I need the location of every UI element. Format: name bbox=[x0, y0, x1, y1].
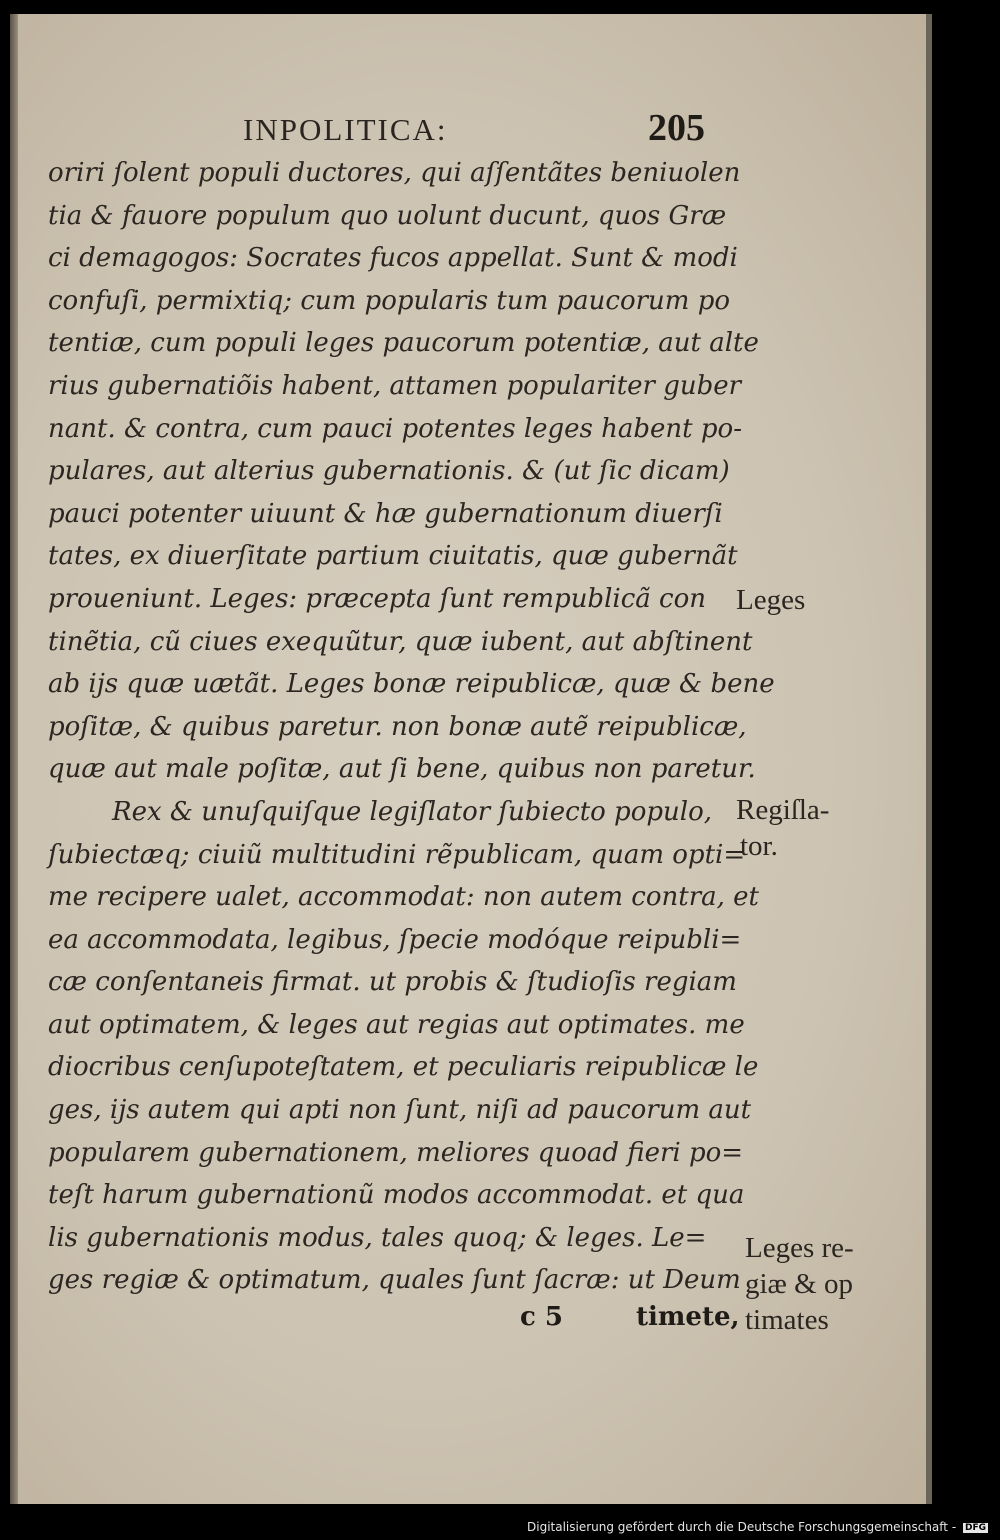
dfg-logo: DFG bbox=[964, 1523, 986, 1533]
margin-note-regislator-cont: tor. bbox=[740, 830, 778, 862]
body-text bbox=[48, 152, 775, 1302]
text-line: lis gubernationis modus, tales quoq; & leges. Le= bbox=[48, 1222, 707, 1253]
text-line: diocribus cenſupoteſtatem, et peculiaris reipublicæ le bbox=[48, 1052, 759, 1083]
text-line: ab ijs quæ uætãt. Leges bonæ reipublicæ, quæ & bene bbox=[48, 669, 775, 700]
text-line: aut optimatem, & leges aut regias aut optimates. me bbox=[48, 1009, 745, 1040]
text-line: Rex & unuſquiſque legiſlator ſubiecto populo, bbox=[112, 796, 712, 827]
text-line: ſubiectæq; ciuiũ multitudini rẽpublicam, quam opti= bbox=[48, 839, 746, 870]
text-line: pauci potenter uiuunt & hæ gubernationum diuerſi bbox=[48, 498, 723, 529]
text-line: ci demagogos: Socrates fucos appellat. Sunt & modi bbox=[48, 243, 738, 274]
text-line: poſitæ, & quibus paretur. non bonæ autẽ reipublicæ, bbox=[48, 711, 747, 742]
text-line: tates, ex diuerſitate partium ciuitatis, quæ gubernãt bbox=[48, 541, 738, 572]
text-line: cæ conſentaneis firmat. ut probis & ſtudioſis regiam bbox=[48, 967, 737, 998]
text-line: tia & fauore populum quo uolunt ducunt, quos Græ bbox=[48, 200, 727, 231]
catchword: timete, bbox=[636, 1302, 740, 1332]
running-head: INPOLITICA: bbox=[243, 112, 448, 147]
text-line: ges, ijs autem qui apti non ſunt, niſi ad paucorum aut bbox=[48, 1095, 752, 1126]
text-line: quæ aut male poſitæ, aut ſi bene, quibus non paretur. bbox=[48, 754, 756, 785]
text-line: me recipere ualet, accommodat: non autem contra, et bbox=[48, 882, 760, 913]
signature-mark: c 5 bbox=[520, 1302, 563, 1332]
text-line: ea accommodata, legibus, ſpecie modóque reipubli= bbox=[48, 924, 742, 955]
margin-note-regislator: Regiſla- bbox=[736, 794, 830, 826]
margin-note-leges-regiae: Leges re- bbox=[745, 1232, 854, 1264]
text-line: tinẽtia, cũ ciues exequũtur, quæ iubent, aut abſtinent bbox=[48, 626, 753, 657]
page-number: 205 bbox=[648, 107, 705, 149]
text-line: popularem gubernationem, meliores quoad fieri po= bbox=[48, 1137, 744, 1168]
margin-note-leges: Leges bbox=[736, 584, 806, 616]
text-line: pulares, aut alterius gubernationis. & (ut ſic dicam) bbox=[48, 456, 730, 487]
text-line: nant. & contra, cum pauci potentes leges habent po- bbox=[48, 413, 742, 444]
text-line: rius gubernatiõis habent, attamen populariter guber bbox=[48, 370, 742, 401]
text-line: tentiæ, cum populi leges paucorum potentiæ, aut alte bbox=[48, 328, 759, 359]
text-line: oriri ſolent populi ductores, qui aſſentãtes beniuolen bbox=[48, 158, 741, 188]
text-line: proueniunt. Leges: præcepta ſunt rempublicã con bbox=[48, 583, 706, 614]
digitization-credit bbox=[527, 1520, 988, 1534]
credit-text: Digitalisierung gefördert durch die Deutsche Forschungsgemeinschaft - bbox=[527, 1520, 957, 1534]
margin-note-leges-regiae-cont: giæ & op bbox=[745, 1268, 853, 1300]
margin-note-leges-regiae-end: timates bbox=[745, 1304, 829, 1336]
page-gutter bbox=[10, 14, 18, 1504]
text-line: confuſi, permixtiq; cum popularis tum paucorum po bbox=[48, 285, 731, 316]
text-line: ges regiæ & optimatum, quales ſunt ſacræ: ut Deum bbox=[48, 1265, 741, 1296]
text-line: teſt harum gubernationũ modos accommodat. et qua bbox=[48, 1180, 745, 1211]
